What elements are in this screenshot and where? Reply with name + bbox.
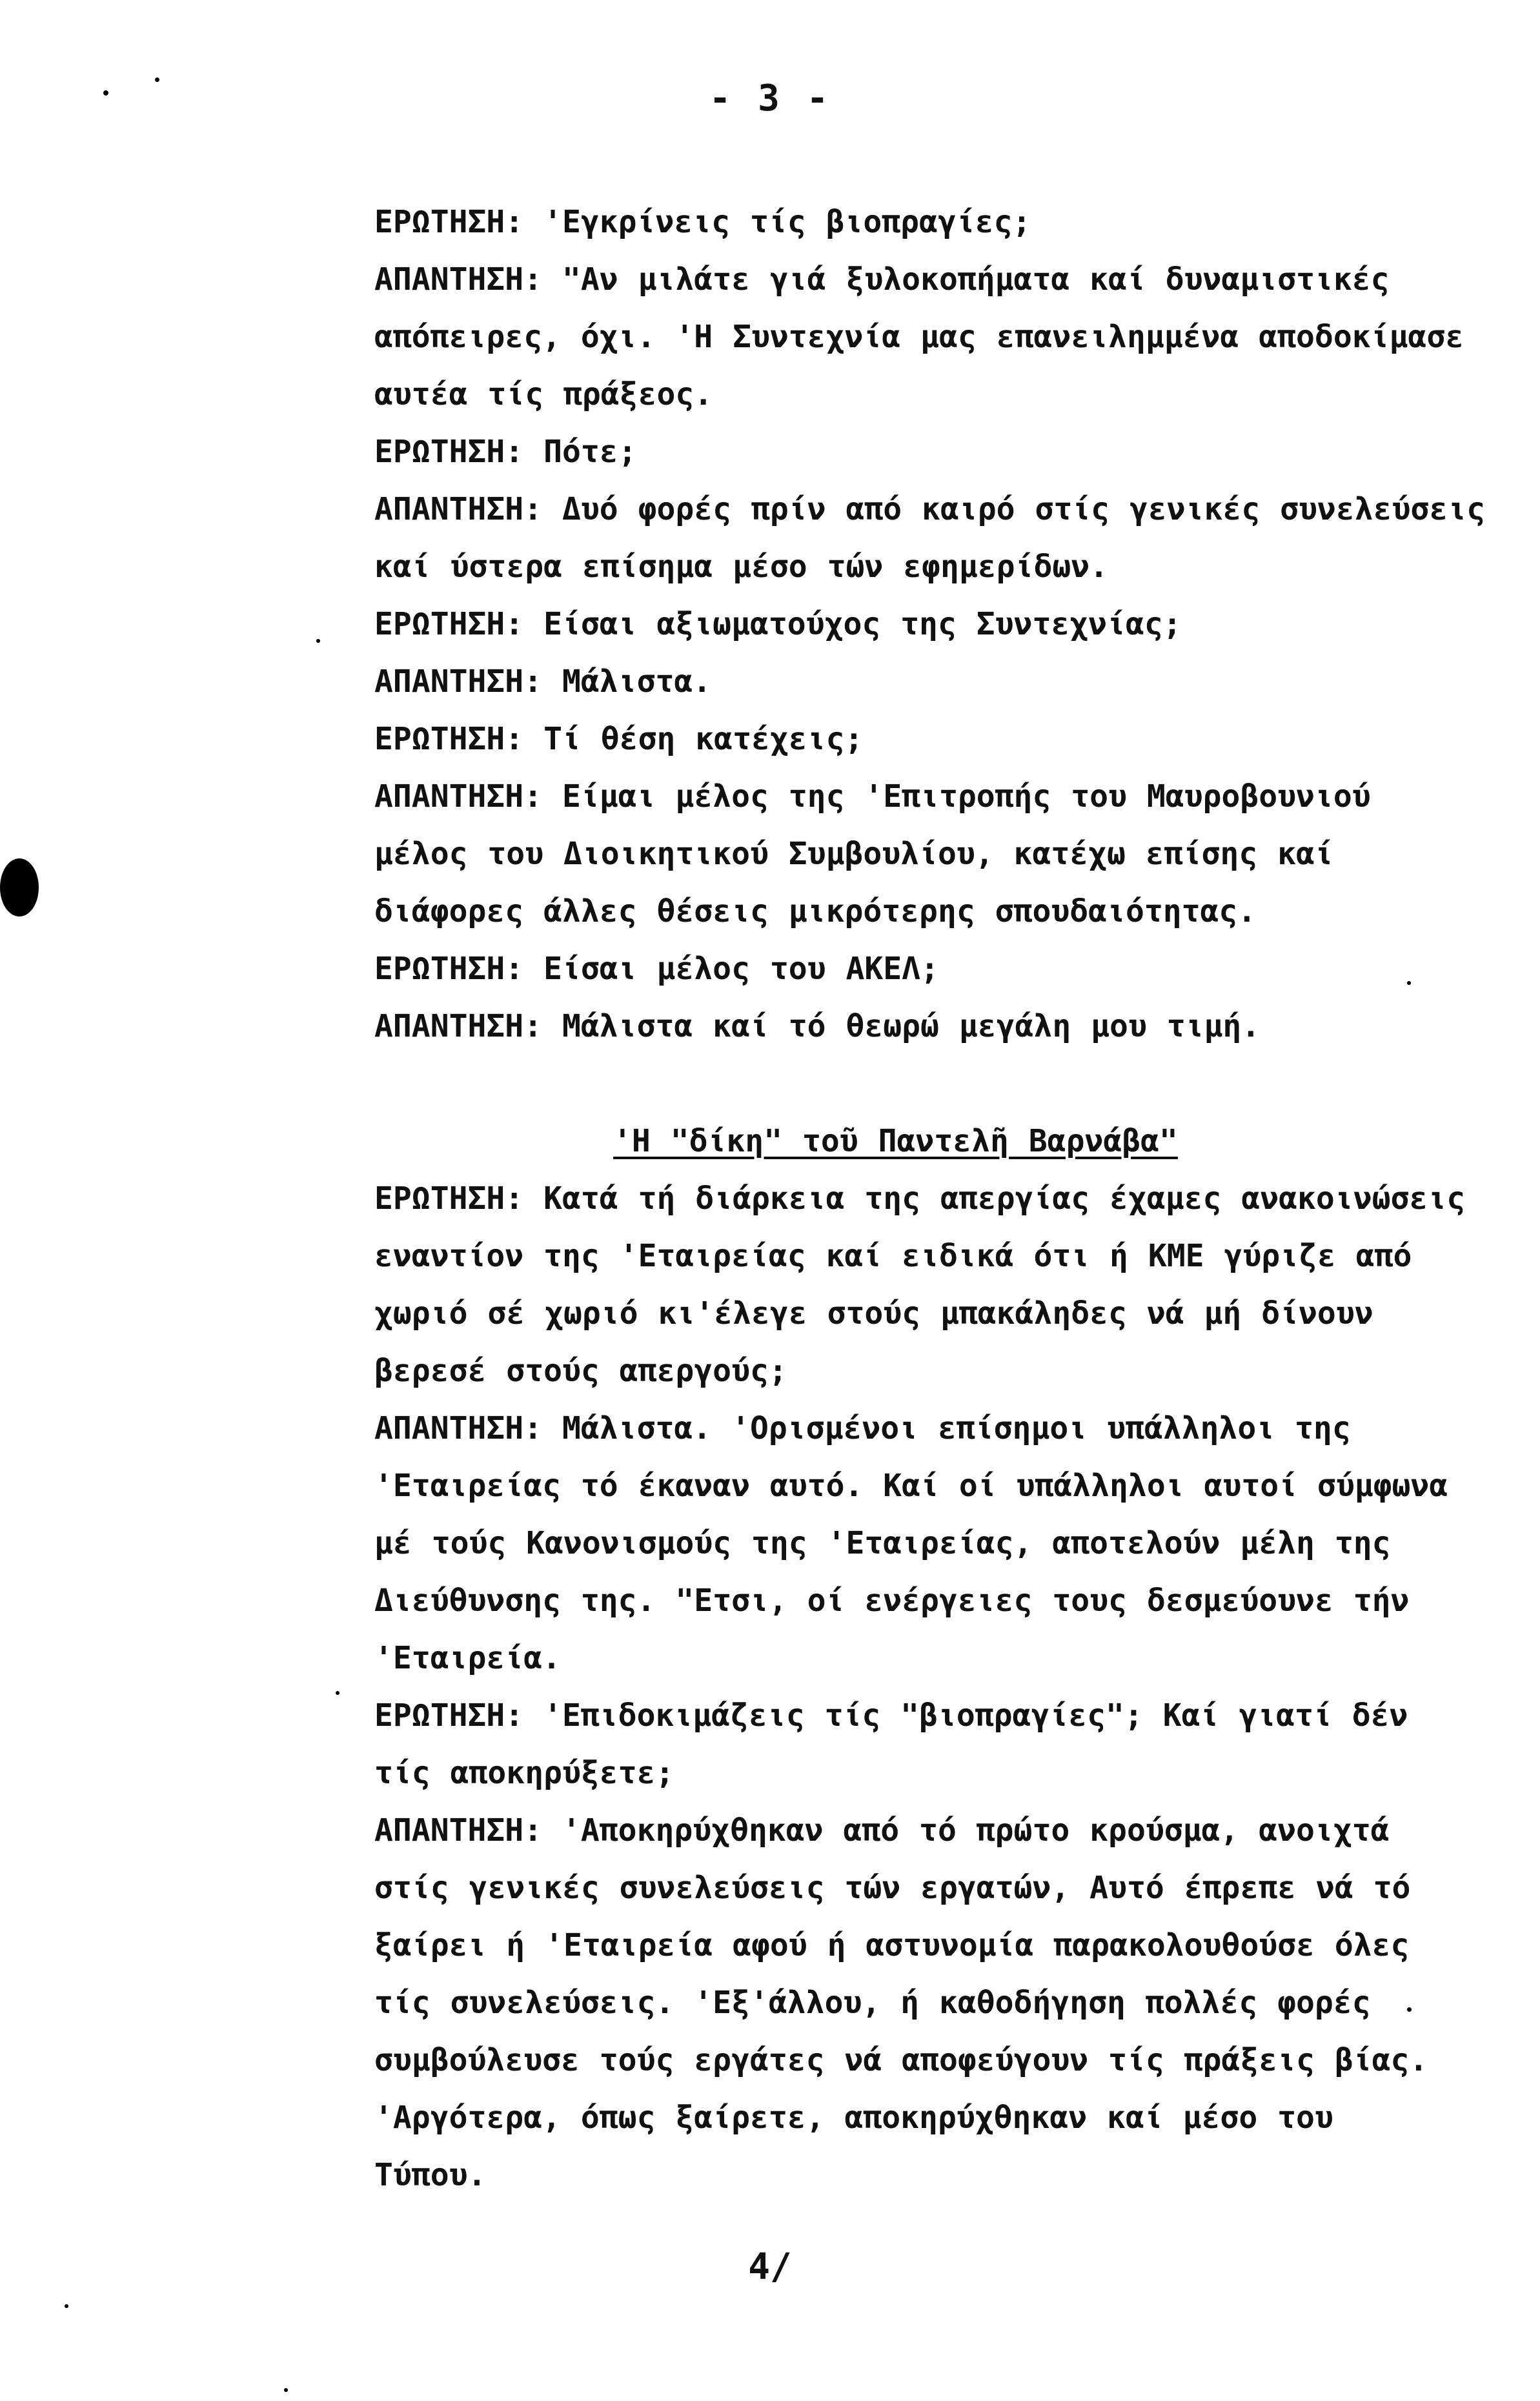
text-line: ΑΠΑΝΤΗΣΗ: 'Αποκηρύχθηκαν από τό πρώτο κρούσμα, ανοιχτά xyxy=(374,1812,1390,1849)
scan-speck xyxy=(155,77,159,82)
text-line: μέ τούς Κανονισμούς της 'Εταιρείας, αποτελούν μέλη της xyxy=(374,1525,1391,1561)
text-line: ΑΠΑΝΤΗΣΗ: Μάλιστα. 'Ορισμένοι επίσημοι υπάλληλοι της xyxy=(374,1410,1351,1446)
text-line: καί ύστερα επίσημα μέσο τών εφημερίδων. xyxy=(374,549,1109,585)
text-line: μέλος του Διοικητικού Συμβουλίου, κατέχω επίσης καί xyxy=(374,836,1333,872)
scan-speck xyxy=(65,2304,68,2308)
text-line: βερεσέ στούς απεργούς; xyxy=(374,1353,787,1389)
text-line: συμβούλευσε τούς εργάτες νά αποφεύγουν τίς πράξεις βίας. xyxy=(374,2042,1428,2078)
text-line: αυτέα τίς πράξεος. xyxy=(374,376,713,412)
scan-speck xyxy=(103,90,108,96)
section-heading: 'Η "δίκη" τοῦ Παντελῆ Βαρνάβα" xyxy=(613,1123,1178,1159)
punch-hole-mark xyxy=(0,858,39,917)
text-line: Τύπου. xyxy=(374,2157,487,2193)
text-line: ΕΡΩΤΗΣΗ: Κατά τή διάρκεια της απεργίας έχαμες ανακοινώσεις xyxy=(374,1180,1466,1217)
text-line: απόπειρες, όχι. 'Η Συντεχνία μας επανειλημμένα αποδοκίμασε xyxy=(374,319,1464,355)
text-line: ΑΠΑΝΤΗΣΗ: "Αν μιλάτε γιά ξυλοκοπήματα καί δυναμιστικές xyxy=(374,261,1390,298)
scan-speck xyxy=(1407,2007,1412,2012)
text-line: Διεύθυνσης της. "Ετσι, οί ενέργειες τους δεσμεύουνε τήν xyxy=(374,1583,1410,1619)
text-line: ΑΠΑΝΤΗΣΗ: Δυό φορές πρίν από καιρό στίς γενικές συνελεύσεις xyxy=(374,491,1486,527)
text-line: 'Αργότερα, όπως ξαίρετε, αποκηρύχθηκαν καί μέσο του xyxy=(374,2100,1333,2136)
text-line: τίς συνελεύσεις. 'Εξ'άλλου, ή καθοδήγηση πολλές φορές xyxy=(374,1985,1371,2021)
scan-speck xyxy=(316,639,320,643)
text-line: 'Εταιρεία. xyxy=(374,1640,561,1676)
text-line: διάφορες άλλες θέσεις μικρότερης σπουδαιότητας. xyxy=(374,893,1257,929)
text-line: εναντίον της 'Εταιρείας καί ειδικά ότι ή ΚΜΕ γύριζε από xyxy=(374,1238,1412,1274)
scan-speck xyxy=(336,1691,339,1695)
next-page-mark: 4/ xyxy=(748,2246,792,2288)
text-line: ΕΡΩΤΗΣΗ: Είσαι αξιωματούχος της Συντεχνίας; xyxy=(374,606,1182,642)
text-line: ΑΠΑΝΤΗΣΗ: Είμαι μέλος της 'Επιτροπής του Μαυροβουνιού xyxy=(374,778,1371,815)
text-line: ΕΡΩΤΗΣΗ: Πότε; xyxy=(374,434,637,470)
text-line: ΑΠΑΝΤΗΣΗ: Μάλιστα. xyxy=(374,664,712,700)
text-line: ΕΡΩΤΗΣΗ: Τί θέση κατέχεις; xyxy=(374,721,864,757)
text-line: στίς γενικές συνελεύσεις τών εργατών, Αυτό έπρεπε νά τό xyxy=(374,1870,1411,1906)
text-line: τίς αποκηρύξετε; xyxy=(374,1755,674,1791)
text-line: ΕΡΩΤΗΣΗ: Είσαι μέλος του ΑΚΕΛ; xyxy=(374,951,939,987)
text-line: 'Εταιρείας τό έκαναν αυτό. Καί οί υπάλληλοι αυτοί σύμφωνα xyxy=(374,1468,1448,1504)
text-line: ξαίρει ή 'Εταιρεία αφού ή αστυνομία παρακολουθούσε όλες xyxy=(374,1927,1410,1963)
text-line: ΕΡΩΤΗΣΗ: 'Επιδοκιμάζεις τίς "βιοπραγίες"; Καί γιατί δέν xyxy=(374,1697,1408,1734)
scan-speck xyxy=(1407,981,1411,985)
text-line: ΕΡΩΤΗΣΗ: 'Εγκρίνεις τίς βιοπραγίες; xyxy=(374,204,1031,240)
text-line: ΑΠΑΝΤΗΣΗ: Μάλιστα καί τό θεωρώ μεγάλη μου τιμή. xyxy=(374,1008,1261,1044)
scan-speck xyxy=(284,2388,288,2392)
text-line: χωριό σέ χωριό κι'έλεγε στούς μπακάληδες νά μή δίνουν xyxy=(374,1295,1373,1332)
page-number: - 3 - xyxy=(709,77,831,119)
document-body xyxy=(374,194,1536,2204)
